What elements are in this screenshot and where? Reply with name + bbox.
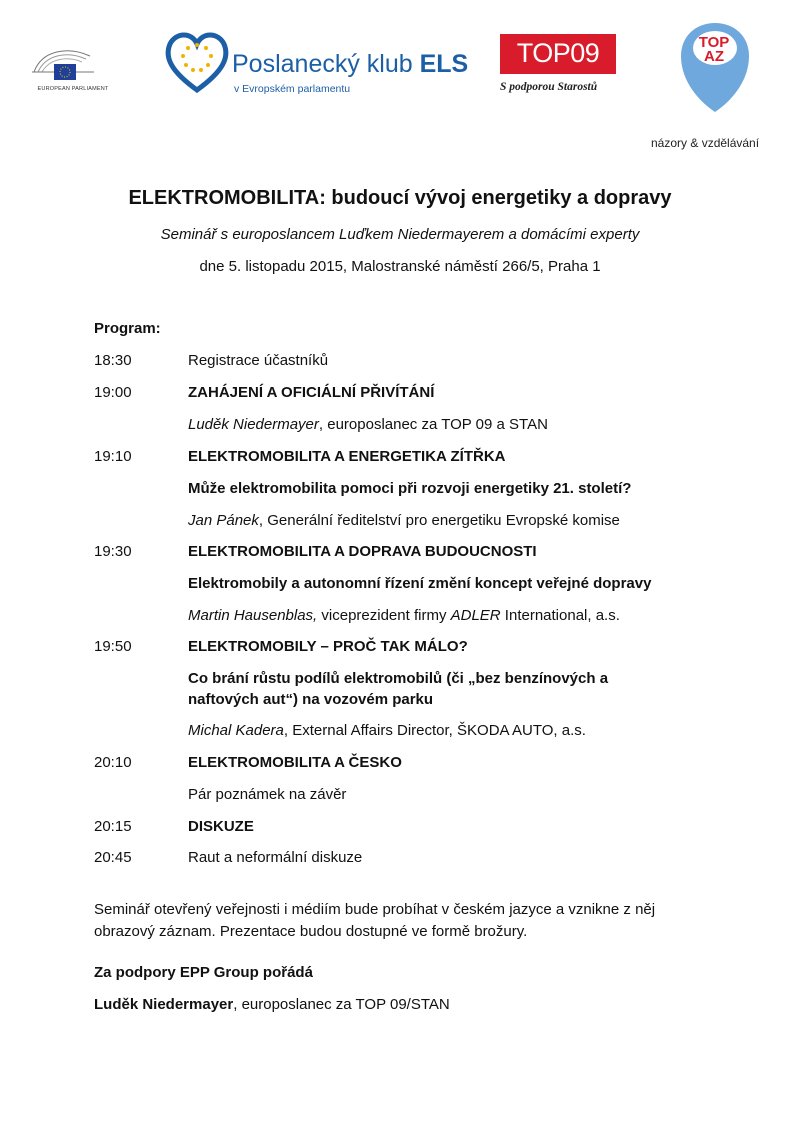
program-time: 19:10 <box>94 448 132 465</box>
program-speaker <box>188 510 620 531</box>
document-title: ELEKTROMOBILITA: budoucí vývoj energetiky a dopravy <box>128 187 672 209</box>
els-club-logo <box>162 28 492 98</box>
program-item-text: Raut a neformální diskuze <box>188 849 363 866</box>
heart-stars-icon <box>162 28 232 98</box>
top09-text: TOP09 <box>516 38 600 68</box>
speaker-name: Martin Hausenblas, <box>188 607 318 624</box>
organizer-role: , europoslanec za TOP 09/STAN <box>233 996 450 1013</box>
program-speaker <box>188 414 548 435</box>
ep-label: EUROPEAN PARLIAMENT <box>37 86 109 92</box>
program-time: 20:15 <box>94 818 132 835</box>
speaker-role: viceprezident firmy <box>317 607 451 624</box>
topaz-line2: AZ <box>704 48 724 65</box>
organizer-name: Luděk Niedermayer <box>94 996 234 1013</box>
program-item-title: ZAHÁJENÍ A OFICIÁLNÍ PŘIVÍTÁNÍ <box>188 384 435 401</box>
topaz-line1: TOP <box>698 34 730 51</box>
european-parliament-emblem-icon <box>28 42 118 86</box>
topaz-logo <box>680 22 750 114</box>
speaker-name: Luděk Niedermayer <box>188 416 319 433</box>
european-parliament-logo <box>28 42 118 94</box>
program-time: 19:00 <box>94 384 132 401</box>
footer-note: Seminář otevřený veřejnosti i médiím bude probíhat v českém jazyce a vznikne z něj obrazový záznam. Prezentace budou dostupné ve formě brožury. <box>94 901 656 940</box>
speaker-role: , Generální ředitelství pro energetiku Evropské komise <box>258 512 620 529</box>
program-item-title: DISKUZE <box>188 818 254 835</box>
program-topic: Může elektromobilita pomoci při rozvoji energetiky 21. století? <box>188 480 632 497</box>
event-date-location: dne 5. listopadu 2015, Malostranské náměstí 266/5, Praha 1 <box>199 258 601 275</box>
organizer-heading: Za podpory EPP Group pořádá <box>94 964 313 981</box>
program-time: 20:45 <box>94 849 132 866</box>
document-subtitle: Seminář s europoslancem Luďkem Niedermayerem a domácími experty <box>160 226 640 243</box>
speaker-name: Michal Kadera <box>188 722 284 739</box>
top09-red-box <box>500 34 616 74</box>
program-item-title: ELEKTROMOBILITA A DOPRAVA BUDOUCNOSTI <box>188 543 537 560</box>
program-time: 19:50 <box>94 638 132 655</box>
program-topic: Co brání růstu podílů elektromobilů (či „bez benzínových a <box>188 670 609 687</box>
speaker-role: , External Affairs Director, ŠKODA AUTO, a.s. <box>283 722 586 739</box>
speaker-company: ADLER <box>450 607 501 624</box>
top09-subtitle: S podporou Starostů <box>500 81 598 93</box>
program-speaker <box>188 605 620 626</box>
program-time: 20:10 <box>94 754 132 771</box>
program-item-title: ELEKTROMOBILITA A ENERGETIKA ZÍTŘKA <box>188 448 506 465</box>
program-item-text: Registrace účastníků <box>188 352 329 369</box>
program-topic: Elektromobily a autonomní řízení změní koncept veřejné dopravy <box>188 575 652 592</box>
program-speaker <box>188 720 586 741</box>
program-item-title: ELEKTROMOBILITA A ČESKO <box>188 754 402 771</box>
els-club-name <box>232 50 468 79</box>
program-subtext: Pár poznámek na závěr <box>188 786 347 803</box>
program-heading: Program: <box>94 320 161 337</box>
program-item-title: ELEKTROMOBILY – PROČ TAK MÁLO? <box>188 638 468 655</box>
speaker-name: Jan Pánek <box>188 512 259 529</box>
program-time: 18:30 <box>94 352 132 369</box>
speaker-role: , europoslanec za TOP 09 a STAN <box>318 416 548 433</box>
els-name-bold: ELS <box>419 50 469 78</box>
program-topic: naftových aut“) na vozovém parku <box>188 691 434 708</box>
top09-logo <box>500 34 620 100</box>
els-name-regular: Poslanecký klub <box>232 50 420 78</box>
organizer-line <box>94 996 450 1013</box>
program-time: 19:30 <box>94 543 132 560</box>
els-club-subtitle: v Evropském parlamentu <box>234 83 351 95</box>
speaker-role-post: International, a.s. <box>500 607 620 624</box>
topaz-text <box>680 36 748 64</box>
topaz-caption: názory & vzdělávání <box>651 136 760 150</box>
